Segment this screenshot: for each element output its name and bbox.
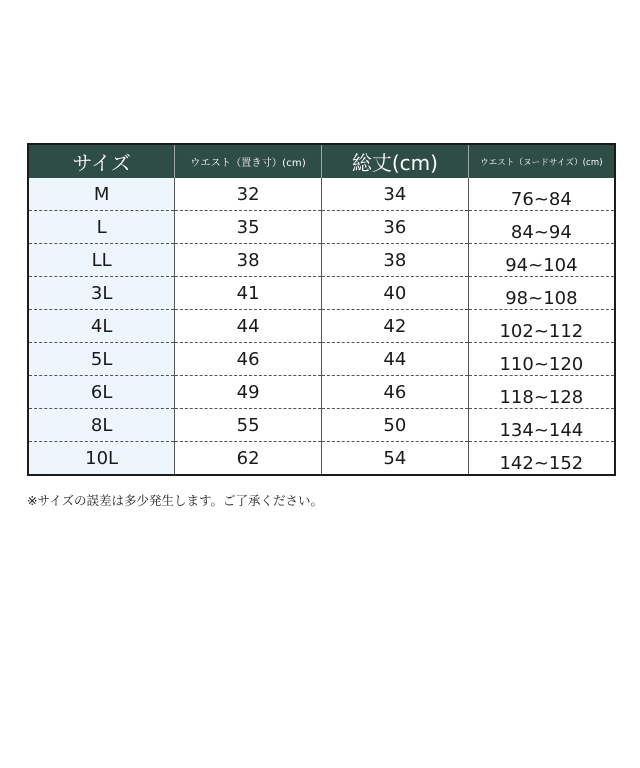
size-tolerance-note: ※サイズの誤差は多少発生します。ご了承ください。 [27,493,323,508]
header-length: 総丈(cm) [322,144,469,178]
size-cell: 4L [28,310,175,343]
waist-nude-cell: 76~84 [468,178,615,211]
table-row [28,178,615,211]
waist-nude-cell: 94~104 [468,244,615,277]
waist-flat-cell: 62 [175,442,322,476]
header-waist-flat: ウエスト（置き寸）(cm) [175,144,322,178]
table-row [28,277,615,310]
waist-nude-cell: 110~120 [468,343,615,376]
length-cell: 38 [322,244,469,277]
size-cell: LL [28,244,175,277]
waist-nude-cell: 118~128 [468,376,615,409]
size-cell: 5L [28,343,175,376]
header-size: サイズ [28,144,175,178]
length-cell: 34 [322,178,469,211]
waist-flat-cell: 49 [175,376,322,409]
length-cell: 36 [322,211,469,244]
waist-flat-cell: 46 [175,343,322,376]
length-cell: 44 [322,343,469,376]
length-cell: 42 [322,310,469,343]
size-cell: 8L [28,409,175,442]
length-cell: 54 [322,442,469,476]
waist-flat-cell: 35 [175,211,322,244]
size-cell: 10L [28,442,175,476]
size-chart-table [27,143,616,476]
length-cell: 46 [322,376,469,409]
table-row [28,244,615,277]
waist-nude-cell: 84~94 [468,211,615,244]
table-header-row [28,144,615,178]
waist-flat-cell: 38 [175,244,322,277]
size-cell: M [28,178,175,211]
table-row [28,409,615,442]
length-cell: 50 [322,409,469,442]
waist-nude-cell: 102~112 [468,310,615,343]
waist-nude-cell: 98~108 [468,277,615,310]
table-row [28,211,615,244]
size-cell: 3L [28,277,175,310]
waist-flat-cell: 41 [175,277,322,310]
waist-nude-cell: 134~144 [468,409,615,442]
size-cell: 6L [28,376,175,409]
waist-nude-cell: 142~152 [499,453,584,474]
waist-flat-cell: 44 [175,310,322,343]
waist-flat-cell: 55 [175,409,322,442]
size-cell: L [28,211,175,244]
length-cell: 40 [322,277,469,310]
waist-flat-cell: 32 [175,178,322,211]
table-row [28,343,615,376]
table-row [28,376,615,409]
header-waist-nude: ウエスト（ヌードサイズ）(cm) [468,144,615,178]
table-row [28,310,615,343]
table-row [28,442,615,476]
